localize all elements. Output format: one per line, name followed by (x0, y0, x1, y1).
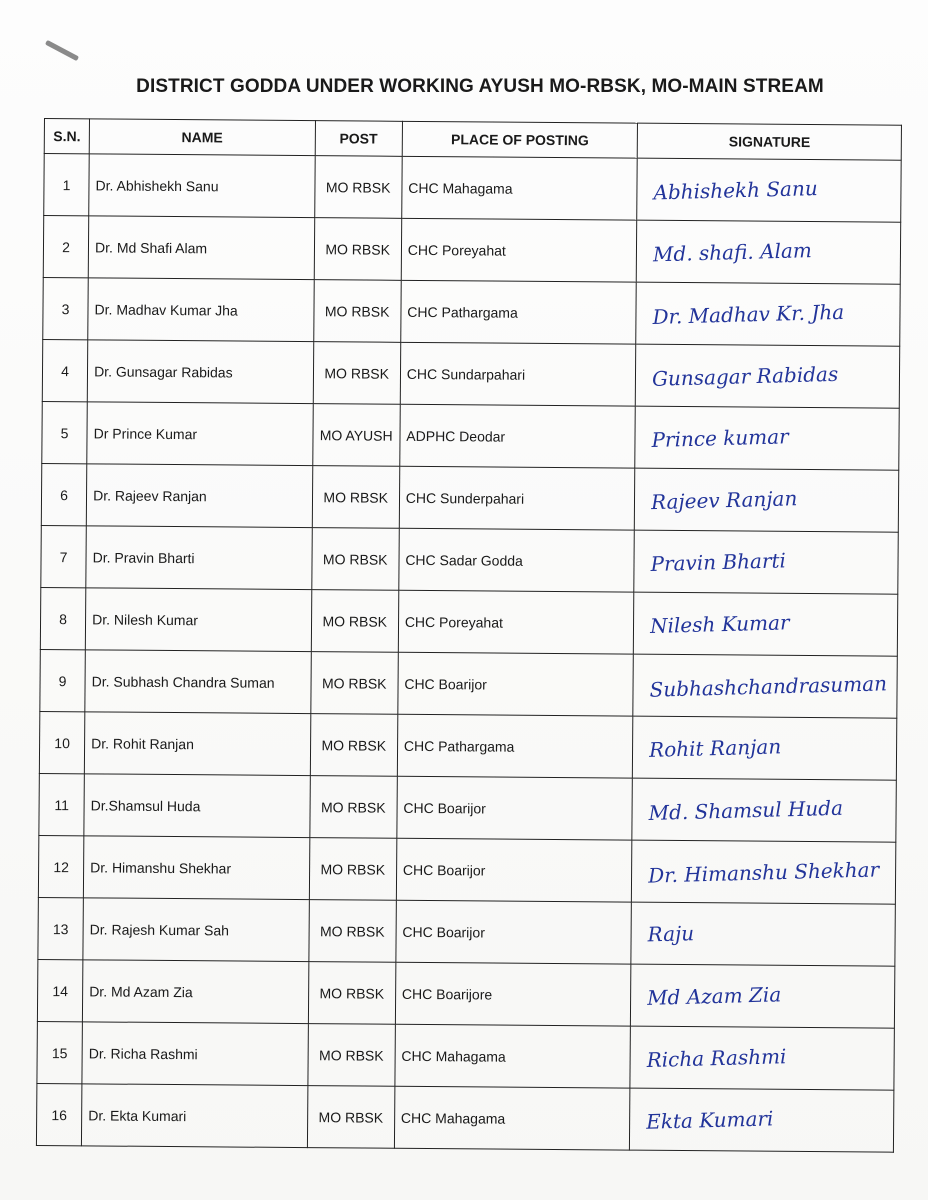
row-signature-cell (637, 158, 901, 222)
row-place: CHC Poreyahat (401, 218, 637, 282)
header-post: POST (315, 121, 402, 157)
handwritten-signature: Ekta Kumari (646, 1105, 775, 1134)
row-place: CHC Pathargama (397, 714, 633, 778)
row-post: MO RBSK (310, 652, 398, 715)
row-signature-cell (636, 344, 900, 408)
row-sn: 3 (43, 277, 89, 339)
row-signature-cell (634, 530, 898, 594)
row-post: MO RBSK (309, 776, 397, 839)
row-name: Dr. Nilesh Kumar (85, 588, 311, 652)
row-name: Dr. Abhishekh Sanu (89, 154, 315, 218)
row-signature-cell (630, 1088, 894, 1152)
row-sn: 2 (43, 216, 89, 278)
row-place: CHC Sadar Godda (399, 528, 635, 592)
row-sn: 4 (42, 339, 88, 401)
row-place: CHC Mahagama (395, 1024, 631, 1088)
staff-table (36, 118, 902, 1153)
row-signature-cell (637, 220, 901, 284)
header-name: NAME (89, 119, 315, 156)
row-signature-cell (633, 654, 897, 718)
row-post: MO RBSK (310, 714, 398, 777)
row-name: Dr. Rohit Ranjan (84, 712, 310, 776)
row-post: MO RBSK (311, 528, 399, 591)
row-name: Dr. Md Azam Zia (82, 960, 308, 1024)
row-post: MO RBSK (308, 900, 396, 963)
row-signature-cell (634, 592, 898, 656)
row-place: CHC Boarijor (398, 652, 634, 716)
table-row (39, 711, 896, 780)
row-name: Dr.Shamsul Huda (84, 774, 310, 838)
table-row (42, 401, 899, 470)
handwritten-signature: Gunsagar Rabidas (652, 361, 839, 391)
table-row (37, 1021, 894, 1090)
table-row (43, 216, 900, 285)
row-post: MO RBSK (307, 1086, 395, 1149)
row-sn: 13 (38, 897, 84, 959)
header-signature: SIGNATURE (638, 123, 902, 160)
handwritten-signature: Pravin Bharti (650, 547, 787, 576)
table-row (40, 587, 897, 656)
row-name: Dr. Madhav Kumar Jha (88, 278, 314, 342)
handwritten-signature: Md. Shamsul Huda (648, 795, 844, 825)
table-row (38, 835, 895, 904)
row-name: Dr. Subhash Chandra Suman (85, 650, 311, 714)
handwritten-signature: Nilesh Kumar (650, 609, 791, 638)
row-post: MO RBSK (308, 1024, 396, 1087)
row-sn: 12 (38, 835, 84, 897)
row-sn: 6 (41, 463, 87, 525)
header-place: PLACE OF POSTING (402, 121, 638, 158)
table-row (38, 897, 895, 966)
handwritten-signature: Md. shafi. Alam (653, 237, 813, 266)
row-sn: 5 (42, 401, 88, 463)
row-post: MO AYUSH (312, 404, 400, 467)
row-signature-cell (635, 468, 899, 532)
table-row (39, 773, 896, 842)
table-row (41, 463, 898, 532)
row-name: Dr. Ekta Kumari (82, 1084, 308, 1148)
row-place: CHC Boarijor (397, 776, 633, 840)
row-signature-cell (633, 716, 897, 780)
row-name: Dr. Md Shafi Alam (88, 216, 314, 280)
row-name: Dr Prince Kumar (87, 402, 313, 466)
table-row (42, 339, 899, 408)
row-place: CHC Poreyahat (398, 590, 634, 654)
row-sn: 14 (37, 959, 83, 1021)
row-name: Dr. Rajesh Kumar Sah (83, 898, 309, 962)
row-place: CHC Mahagama (394, 1086, 630, 1150)
row-sn: 1 (44, 154, 90, 216)
row-name: Dr. Richa Rashmi (82, 1022, 308, 1086)
row-sn: 8 (40, 587, 86, 649)
row-name: Dr. Pravin Bharti (86, 526, 312, 590)
row-post: MO RBSK (313, 280, 401, 343)
handwritten-signature: Richa Rashmi (646, 1043, 788, 1072)
row-post: MO RBSK (312, 466, 400, 529)
handwritten-signature: Rajeev Ranjan (651, 485, 798, 514)
row-post: MO RBSK (313, 342, 401, 405)
table-row (40, 649, 897, 718)
row-signature-cell (630, 1026, 894, 1090)
table-row (37, 959, 894, 1028)
row-post: MO RBSK (309, 838, 397, 901)
row-sn: 11 (39, 773, 85, 835)
row-signature-cell (632, 778, 896, 842)
handwritten-signature: Raju (647, 920, 695, 946)
row-name: Dr. Himanshu Shekhar (83, 836, 309, 900)
row-sn: 15 (37, 1021, 83, 1083)
row-place: CHC Boarijore (395, 962, 631, 1026)
handwritten-signature: Md Azam Zia (647, 981, 782, 1010)
handwritten-signature: Rohit Ranjan (649, 733, 782, 762)
row-place: CHC Mahagama (402, 156, 638, 220)
row-signature-cell (631, 902, 895, 966)
header-sn: S.N. (44, 119, 89, 154)
row-place: CHC Boarijor (396, 900, 632, 964)
table-row (43, 277, 900, 346)
row-name: Dr. Rajeev Ranjan (86, 464, 312, 528)
row-sn: 16 (36, 1083, 82, 1145)
row-place: CHC Boarijor (396, 838, 632, 902)
row-place: CHC Sunderpahari (399, 466, 635, 530)
table-row (44, 154, 901, 223)
handwritten-signature: Dr. Madhav Kr. Jha (652, 299, 845, 329)
row-place: CHC Pathargama (401, 280, 637, 344)
row-sn: 9 (40, 649, 86, 711)
handwritten-signature: Subhashchandrasuman (649, 670, 888, 702)
row-place: CHC Sundarpahari (400, 342, 636, 406)
row-signature-cell (636, 282, 900, 346)
table-row (41, 525, 898, 594)
table-body (36, 154, 901, 1153)
handwritten-signature: Dr. Himanshu Shekhar (648, 856, 880, 888)
handwritten-signature: Abhishekh Sanu (653, 175, 819, 204)
row-signature-cell (635, 406, 899, 470)
row-sn: 10 (39, 711, 85, 773)
row-post: MO RBSK (311, 590, 399, 653)
row-signature-cell (632, 840, 896, 904)
row-place: ADPHC Deodar (400, 404, 636, 468)
row-post: MO RBSK (314, 156, 402, 219)
handwritten-signature: Prince kumar (651, 423, 790, 452)
row-signature-cell (631, 964, 895, 1028)
staple-mark (45, 40, 79, 61)
document-title: DISTRICT GODDA UNDER WORKING AYUSH MO-RBSK, MO-MAIN STREAM (136, 76, 824, 97)
row-post: MO RBSK (308, 962, 396, 1025)
row-post: MO RBSK (314, 218, 402, 281)
table-row (36, 1083, 893, 1152)
row-sn: 7 (41, 525, 87, 587)
row-name: Dr. Gunsagar Rabidas (87, 340, 313, 404)
